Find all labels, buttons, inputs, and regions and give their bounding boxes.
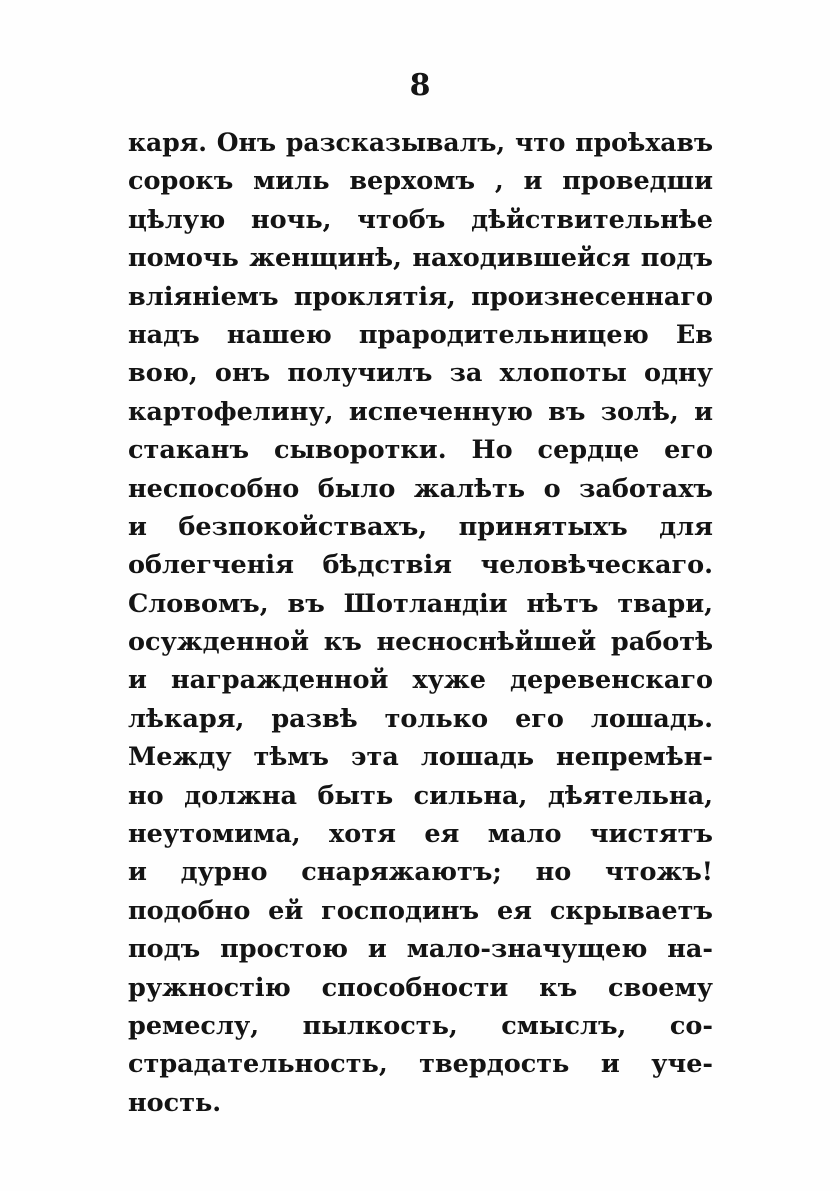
- text-line: надъ нашею прародительницею Ев: [128, 319, 713, 350]
- text-line: ность.: [128, 1087, 222, 1118]
- text-line: и дурно снаряжаютъ; но чтожъ!: [128, 857, 713, 888]
- text-line: лѣкаря, развѣ только его лошадь.: [128, 703, 713, 734]
- text-line: подъ простою и мало-значущею на-: [128, 934, 713, 965]
- text-line: Словомъ, въ Шотландіи нѣтъ твари,: [128, 588, 713, 619]
- text-line: Между тѣмъ эта лошадь непремѣн-: [128, 742, 713, 773]
- text-line: картофелину, испеченную въ золѣ, и: [128, 396, 713, 427]
- text-line: ружностію способности къ своему: [128, 972, 713, 1003]
- text-line: страдательность, твердость и уче-: [128, 1049, 713, 1080]
- text-line: неспособно было жалѣть о заботахъ: [128, 473, 713, 504]
- text-line: подобно ей господинъ ея скрываетъ: [128, 895, 713, 926]
- text-line: вою, онъ получилъ за хлопоты одну: [128, 358, 713, 389]
- text-line: облегченія бѣдствія человѣческаго.: [128, 550, 713, 581]
- text-line: и безпокойствахъ, принятыхъ для: [128, 511, 713, 542]
- text-line: помочь женщинѣ, находившейся подъ: [128, 243, 713, 274]
- text-line: каря. Онъ разсказывалъ, что проѣхавъ: [128, 128, 713, 157]
- page-number: 8: [409, 68, 431, 103]
- text-line: сорокъ миль верхомъ , и проведши: [128, 166, 713, 197]
- text-line: ремеслу, пылкость, смыслъ, со-: [128, 1010, 713, 1041]
- text-line: цѣлую ночь, чтобъ дѣйствительнѣе: [128, 204, 713, 235]
- text-line: и награжденной хуже деревенскаго: [128, 665, 713, 696]
- text-line: осужденной къ несноснѣйшей работѣ: [128, 627, 713, 658]
- text-line: неутомима, хотя ея мало чистятъ: [128, 819, 713, 850]
- body-text: [128, 124, 713, 1122]
- text-line: вліяніемъ проклятія, произнесеннаго: [128, 281, 713, 312]
- text-line: стаканъ сыворотки. Но сердце его: [128, 435, 713, 466]
- text-line: но должна быть сильна, дѣятельна,: [128, 780, 713, 811]
